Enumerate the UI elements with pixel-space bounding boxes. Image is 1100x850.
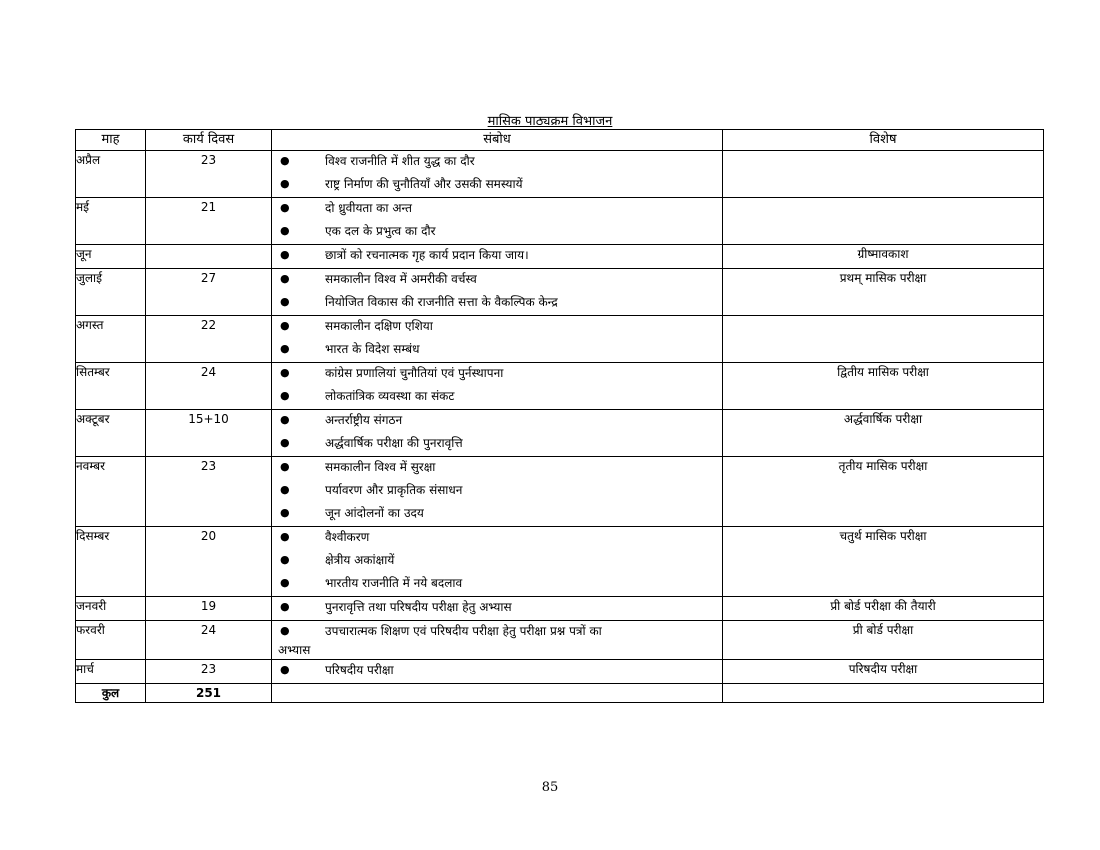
topics-cell [272,597,723,621]
month-cell: फरवरी [76,621,146,660]
topic-text: लोकतांत्रिक व्यवस्था का संकट [325,389,455,403]
header-working-days: कार्य दिवस [146,130,272,151]
topics-cell [272,660,723,684]
topic-text: उपचारात्मक शिक्षण एवं परिषदीय परीक्षा हेतु परीक्षा प्रश्न पत्रों का [325,624,602,638]
topic-text: विश्व राजनीति में शीत युद्ध का दौर [325,154,475,168]
topic-item [272,550,722,573]
topic-text: भारत के विदेश सम्बंध [325,342,420,356]
bullet-icon: ● [280,553,290,566]
table-row [76,621,1044,660]
topic-text: एक दल के प्रभुत्व का दौर [325,224,436,238]
topics-cell [272,269,723,316]
working-days-cell: 23 [146,660,272,684]
topic-text: नियोजित विकास की राजनीति सत्ता के वैकल्पिक केन्द्र [325,295,558,309]
topic-item [272,410,722,433]
table-row [76,198,1044,245]
topics-cell [272,198,723,245]
table-row [76,363,1044,410]
topic-text: वैश्वीकरण [325,530,370,544]
month-cell: सितम्बर [76,363,146,410]
bullet-icon: ● [280,201,290,214]
bullet-icon: ● [280,624,290,637]
header-special: विशेष [723,130,1044,151]
working-days-cell: 24 [146,621,272,660]
bullet-icon: ● [280,506,290,519]
topic-item [272,221,722,244]
month-cell: मार्च [76,660,146,684]
month-cell: जनवरी [76,597,146,621]
topic-item [272,292,722,315]
topic-text: समकालीन विश्व में अमरीकी वर्चस्व [325,272,477,286]
topic-text: क्षेत्रीय अकांक्षायें [325,553,395,567]
bullet-icon: ● [280,248,290,261]
header-month: माह [76,130,146,151]
topic-text: अन्तर्राष्ट्रीय संगठन [325,413,403,427]
topic-item [272,198,722,221]
total-days: 251 [146,684,272,703]
topic-item [272,339,722,362]
topic-item [272,480,722,503]
bullet-icon: ● [280,295,290,308]
working-days-cell: 22 [146,316,272,363]
working-days-cell: 24 [146,363,272,410]
working-days-cell: 27 [146,269,272,316]
table-row [76,245,1044,269]
monthly-syllabus-table [75,129,1044,703]
topic-item [272,621,722,641]
bullet-icon: ● [280,272,290,285]
topic-text: दो ध्रुवीयता का अन्त [325,201,413,215]
bullet-icon: ● [280,319,290,332]
table-row [76,410,1044,457]
working-days-cell [146,245,272,269]
special-cell: प्री बोर्ड परीक्षा की तैयारी [723,597,1044,621]
bullet-icon: ● [280,436,290,449]
topics-cell [272,621,723,660]
month-cell: जून [76,245,146,269]
topics-cell [272,363,723,410]
working-days-cell: 21 [146,198,272,245]
total-topics-cell [272,684,723,703]
topic-text: राष्ट्र निर्माण की चुनौतियाँ और उसकी समस्यायें [325,177,523,191]
working-days-cell: 23 [146,457,272,527]
topic-text: समकालीन विश्व में सुरक्षा [325,460,436,474]
topic-item [272,386,722,409]
topic-text: कांग्रेस प्रणालियां चुनौतियां एवं पुर्नस्थापना [325,366,504,380]
special-cell [723,198,1044,245]
bullet-icon: ● [280,177,290,190]
topic-text: भारतीय राजनीति में नये बदलाव [325,576,463,590]
topics-cell [272,151,723,198]
bullet-icon: ● [280,663,290,676]
bullet-icon: ● [280,460,290,473]
month-cell: नवम्बर [76,457,146,527]
total-special-cell [723,684,1044,703]
table-row [76,660,1044,684]
topic-text: अर्द्धवार्षिक परीक्षा की पुनरावृत्ति [325,436,463,450]
topic-item [272,151,722,174]
working-days-cell: 23 [146,151,272,198]
topic-text: जून आंदोलनों का उदय [325,506,424,520]
month-cell: अक्टूबर [76,410,146,457]
special-cell: प्रथम् मासिक परीक्षा [723,269,1044,316]
total-label: कुल [76,684,146,703]
topics-cell [272,457,723,527]
bullet-icon: ● [280,483,290,496]
table-row [76,316,1044,363]
topic-item [272,457,722,480]
table-body [76,151,1044,684]
table-row [76,151,1044,198]
bullet-icon: ● [280,413,290,426]
page-title: मासिक पाठ्यक्रम विभाजन [487,114,613,129]
working-days-cell: 20 [146,527,272,597]
month-cell: अप्रैल [76,151,146,198]
month-cell: अगस्त [76,316,146,363]
bullet-icon: ● [280,154,290,167]
topic-item [272,527,722,550]
working-days-cell: 15+10 [146,410,272,457]
topic-item [272,245,722,268]
topic-item [272,269,722,292]
special-cell [723,316,1044,363]
special-cell: द्वितीय मासिक परीक्षा [723,363,1044,410]
topics-cell [272,245,723,269]
special-cell: अर्द्धवार्षिक परीक्षा [723,410,1044,457]
working-days-cell: 19 [146,597,272,621]
table-header-row [76,130,1044,151]
topic-text: छात्रों को रचनात्मक गृह कार्य प्रदान किया जाय। [325,248,529,262]
month-cell: जुलाई [76,269,146,316]
topic-item [272,597,722,620]
bullet-icon: ● [280,342,290,355]
month-cell: दिसम्बर [76,527,146,597]
topic-item [272,363,722,386]
page-number: 85 [541,780,559,795]
table-row [76,527,1044,597]
special-cell: परिषदीय परीक्षा [723,660,1044,684]
topics-cell [272,316,723,363]
total-row [76,684,1044,703]
topic-text: परिषदीय परीक्षा [325,663,394,677]
topic-item [272,433,722,456]
topic-item [272,316,722,339]
header-topics: संबोध [272,130,723,151]
topic-text: समकालीन दक्षिण एशिया [325,319,433,333]
month-cell: मई [76,198,146,245]
table-row [76,597,1044,621]
bullet-icon: ● [280,389,290,402]
topics-cell [272,410,723,457]
topic-item [272,503,722,526]
topic-text: पर्यावरण और प्राकृतिक संसाधन [325,483,463,497]
topics-cell [272,527,723,597]
table-row [76,269,1044,316]
bullet-icon: ● [280,600,290,613]
bullet-icon: ● [280,224,290,237]
bullet-icon: ● [280,530,290,543]
special-cell: तृतीय मासिक परीक्षा [723,457,1044,527]
topic-continuation: अभ्यास [278,643,311,657]
table-row [76,457,1044,527]
special-cell: चतुर्थ मासिक परीक्षा [723,527,1044,597]
special-cell: प्री बोर्ड परीक्षा [723,621,1044,660]
topic-text: पुनरावृत्ति तथा परिषदीय परीक्षा हेतु अभ्यास [325,600,512,614]
bullet-icon: ● [280,366,290,379]
special-cell [723,151,1044,198]
topic-item [272,174,722,197]
bullet-icon: ● [280,576,290,589]
topic-item [272,660,722,683]
topic-item [272,573,722,596]
special-cell: ग्रीष्मावकाश [723,245,1044,269]
